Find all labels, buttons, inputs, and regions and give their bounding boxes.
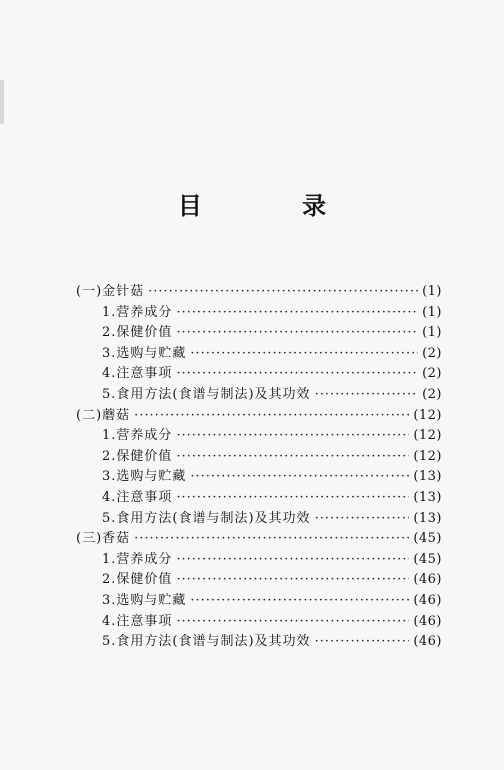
- toc-page-number: (2): [422, 345, 442, 361]
- toc-entry-label: 4.注意事项: [102, 489, 173, 505]
- toc-leader-dots: [190, 346, 418, 361]
- toc-entry-label: (三)香菇: [76, 531, 131, 547]
- toc-entry-label: 2.保健价值: [102, 325, 173, 341]
- page-edge-mark: [0, 80, 4, 124]
- toc-entry-label: 3.选购与贮藏: [102, 592, 187, 608]
- toc-entry[interactable]: [76, 630, 442, 651]
- toc-page-number: (13): [413, 510, 442, 526]
- toc-entry[interactable]: [76, 362, 442, 383]
- toc-entry[interactable]: [76, 507, 442, 528]
- toc-page-number: (12): [413, 428, 442, 444]
- toc-entry[interactable]: [76, 589, 442, 610]
- toc-entry-label: (一)金针菇: [76, 284, 145, 299]
- toc-entry[interactable]: [76, 568, 442, 589]
- toc-entry[interactable]: [76, 301, 442, 322]
- toc-section-heading[interactable]: [76, 404, 442, 425]
- toc-page-number: (2): [422, 366, 442, 382]
- toc-entry[interactable]: [76, 321, 442, 342]
- toc-leader-dots: [176, 366, 418, 381]
- toc-entry-label: 1.营养成分: [102, 304, 173, 320]
- toc-entry[interactable]: [76, 548, 442, 569]
- page-title: 目 录: [177, 192, 373, 220]
- toc-leader-dots: [176, 449, 409, 464]
- toc-leader-dots: [176, 490, 409, 505]
- toc-leader-dots: [176, 428, 409, 443]
- toc-entry[interactable]: [76, 486, 442, 507]
- toc-leader-dots: [148, 284, 418, 299]
- toc-leader-dots: [176, 305, 418, 320]
- toc-leader-dots: [315, 634, 410, 649]
- toc-entry[interactable]: [76, 383, 442, 404]
- toc-page-number: (45): [413, 551, 442, 567]
- toc-page-number: (46): [413, 634, 442, 650]
- toc-page-number: (1): [422, 284, 442, 299]
- toc-entry-label: 2.保健价值: [102, 572, 173, 588]
- toc-entry-label: 2.保健价值: [102, 448, 173, 464]
- toc-entry-label: 5.食用方法(食谱与制法)及其功效: [102, 634, 311, 650]
- table-of-contents: [76, 280, 442, 651]
- toc-entry-label: 1.营养成分: [102, 551, 173, 567]
- toc-leader-dots: [176, 325, 418, 340]
- toc-entry-label: 1.营养成分: [102, 428, 173, 444]
- toc-entry[interactable]: [76, 610, 442, 631]
- toc-leader-dots: [190, 593, 409, 608]
- toc-entry-label: 5.食用方法(食谱与制法)及其功效: [102, 386, 311, 402]
- toc-entry[interactable]: [76, 445, 442, 466]
- toc-entry[interactable]: [76, 424, 442, 445]
- toc-entry-label: 5.食用方法(食谱与制法)及其功效: [102, 510, 311, 526]
- toc-page-number: (46): [413, 592, 442, 608]
- toc-page-number: (13): [413, 489, 442, 505]
- toc-leader-dots: [176, 572, 409, 587]
- toc-leader-dots: [315, 511, 410, 526]
- toc-entry[interactable]: [76, 465, 442, 486]
- toc-page-number: (45): [413, 531, 442, 547]
- toc-entry-label: (二)蘑菇: [76, 407, 131, 423]
- toc-section-heading[interactable]: [76, 527, 442, 548]
- toc-leader-dots: [176, 552, 409, 567]
- toc-page-number: (46): [413, 613, 442, 629]
- toc-leader-dots: [176, 614, 409, 629]
- toc-entry[interactable]: [76, 342, 442, 363]
- toc-page-number: (46): [413, 572, 442, 588]
- toc-leader-dots: [134, 408, 409, 423]
- toc-page-number: (2): [422, 386, 442, 402]
- toc-leader-dots: [190, 469, 409, 484]
- toc-entry-label: 3.选购与贮藏: [102, 345, 187, 361]
- toc-leader-dots: [315, 387, 419, 402]
- toc-entry-label: 3.选购与贮藏: [102, 469, 187, 485]
- toc-page-number: (1): [422, 304, 442, 320]
- toc-entry-label: 4.注意事项: [102, 366, 173, 382]
- toc-section-heading[interactable]: [76, 280, 442, 301]
- toc-page-number: (12): [413, 407, 442, 423]
- toc-page-number: (1): [422, 325, 442, 341]
- toc-leader-dots: [134, 531, 409, 546]
- toc-entry-label: 4.注意事项: [102, 613, 173, 629]
- toc-page-number: (13): [413, 469, 442, 485]
- toc-page-number: (12): [413, 448, 442, 464]
